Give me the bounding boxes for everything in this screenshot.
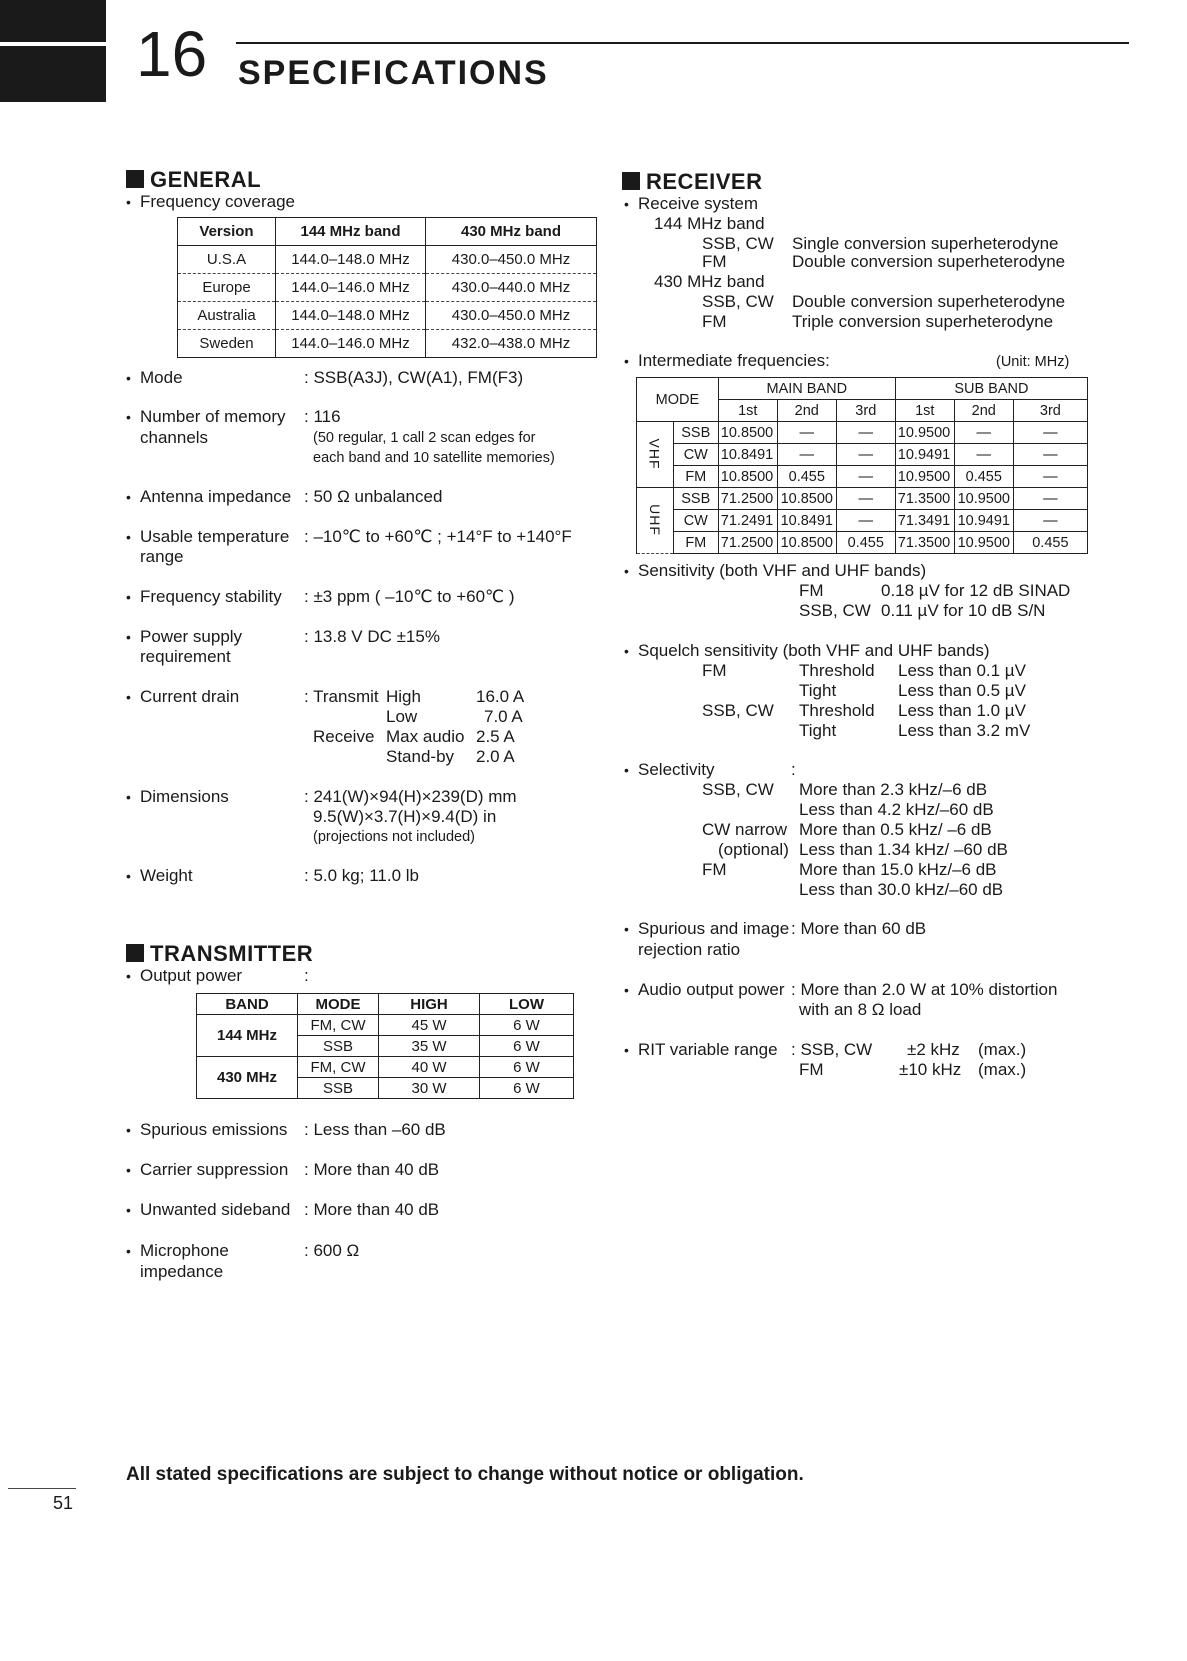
memory-note-cont: each band and 10 satellite memories) (313, 450, 555, 466)
squelch-fm-tight-value: Less than 0.5 µV (898, 681, 1026, 700)
band-144-fm-value: Double conversion superheterodyne (792, 252, 1066, 271)
chapter-number: 16 (136, 18, 208, 90)
table-header: MODE (637, 378, 719, 422)
temperature-label: • Usable temperature (126, 526, 289, 548)
general-heading: GENERAL (126, 167, 261, 193)
spurious-image-value: : More than 60 dB (791, 919, 927, 938)
microphone-label-cont: impedance (140, 1262, 224, 1281)
drain-low: Low (386, 707, 418, 726)
intermediate-frequency-table: MODE MAIN BAND SUB BAND 1st 2nd 3rd 1st 2nd 3rd VHF SSB 10.8500 — — 10.9500 — — CW 10.8491 — — 10.9491 — — FM 10.8500 0.455 — 10.9500 0.455 — UHF SSB 71.2500 10.8500 — 71.3500 10.9500 — CW 71.2491 10.8491 — 71.3491 10.9491 — FM 71.2500 10.8500 0.455 71.3500 10.9500 0.455 (636, 377, 1088, 554)
audio-output-value-cont: with an 8 Ω load (799, 1000, 922, 1019)
chapter-tab-block (0, 0, 106, 102)
footer-note: All stated specifications are subject to change without notice or obligation. (126, 1464, 804, 1485)
audio-output-label: • Audio output power (624, 979, 785, 1001)
band-430-label: 430 MHz band (654, 272, 765, 291)
table-header: HIGH (379, 994, 480, 1015)
band-144-label: 144 MHz band (654, 214, 765, 233)
drain-standby: Stand-by (386, 747, 455, 766)
selectivity-ssb: SSB, CW (702, 780, 774, 799)
microphone-label: • Microphone (126, 1240, 229, 1262)
dimensions-label: • Dimensions (126, 786, 229, 808)
section-square-icon (126, 170, 144, 188)
table-header: BAND (197, 994, 298, 1015)
drain-max-audio-value: 2.5 A (476, 727, 515, 746)
drain-receive: Receive (313, 727, 375, 746)
uhf-row-label: UHF (637, 488, 674, 554)
antenna-label: • Antenna impedance (126, 486, 291, 508)
band-430-ssb: SSB, CW (702, 292, 774, 311)
freq-coverage-label: • Frequency coverage (126, 191, 295, 213)
table-row: FM 71.2500 10.8500 0.455 71.3500 10.9500 0.455 (637, 532, 1088, 554)
memory-label: • Number of memory (126, 406, 285, 428)
squelch-ssb-threshold-value: Less than 1.0 µV (898, 701, 1026, 720)
if-unit: (Unit: MHz) (996, 354, 1070, 370)
table-header: Version (178, 218, 276, 246)
page-number: 51 (53, 1493, 74, 1513)
current-drain-label: • Current drain (126, 686, 239, 708)
rit-ssb-value: ±2 kHz (907, 1040, 960, 1059)
sensitivity-label: • Sensitivity (both VHF and UHF bands) (624, 560, 926, 582)
table-row: VHF SSB 10.8500 — — 10.9500 — — (637, 422, 1088, 444)
table-header: LOW (480, 994, 574, 1015)
squelch-fm-threshold-value: Less than 0.1 µV (898, 661, 1026, 680)
rit-fm: FM (799, 1060, 824, 1079)
selectivity-ssb-2: Less than 4.2 kHz/–60 dB (799, 800, 994, 819)
chapter-rule (236, 42, 1129, 44)
transmitter-heading: TRANSMITTER (126, 941, 313, 967)
stability-label: • Frequency stability (126, 586, 282, 608)
selectivity-cw-narrow: CW narrow (702, 820, 788, 839)
table-row: FM 10.8500 0.455 — 10.9500 0.455 — (637, 466, 1088, 488)
selectivity-fm-1: More than 15.0 kHz/–6 dB (799, 860, 997, 879)
squelch-fm-tight: Tight (799, 681, 837, 700)
drain-transmit: : Transmit (304, 687, 379, 706)
frequency-coverage-table (177, 217, 597, 358)
band-144-ssb: SSB, CW (702, 234, 774, 253)
mode-value: : SSB(A3J), CW(A1), FM(F3) (304, 368, 524, 387)
table-row: Sweden 144.0–146.0 MHz 432.0–438.0 MHz (178, 330, 597, 358)
chapter-title: SPECIFICATIONS (238, 54, 549, 92)
carrier-suppression-value: : More than 40 dB (304, 1160, 440, 1179)
drain-high: High (386, 687, 421, 706)
spurious-emissions-value: : Less than –60 dB (304, 1120, 446, 1139)
selectivity-fm-2: Less than 30.0 kHz/–60 dB (799, 880, 1004, 899)
band-430-fm: FM (702, 312, 727, 331)
dimensions-mm: : 241(W)×94(H)×239(D) mm (304, 787, 517, 806)
table-row: SSB 35 W 6 W (197, 1036, 574, 1057)
selectivity-cw-narrow-1: More than 0.5 kHz/ –6 dB (799, 820, 992, 839)
vhf-row-label: VHF (637, 422, 674, 488)
table-row: CW 71.2491 10.8491 — 71.3491 10.9491 — (637, 510, 1088, 532)
if-label: • Intermediate frequencies: (624, 350, 830, 372)
sensitivity-fm: FM (799, 581, 824, 600)
selectivity-optional: (optional) (718, 840, 789, 859)
squelch-label: • Squelch sensitivity (both VHF and UHF bands) (624, 640, 990, 662)
drain-high-value: 16.0 A (476, 687, 525, 706)
section-square-icon (126, 944, 144, 962)
rit-ssb: : SSB, CW (791, 1040, 873, 1059)
selectivity-colon: : (791, 760, 796, 779)
memory-label-cont: channels (140, 428, 209, 447)
output-power-label: • Output power (126, 965, 242, 987)
section-square-icon (622, 172, 640, 190)
band-144-ssb-value: Single conversion superheterodyne (792, 234, 1059, 253)
output-power-table (196, 993, 574, 1099)
microphone-value: : 600 Ω (304, 1241, 360, 1260)
spurious-image-label-cont: rejection ratio (638, 940, 741, 959)
table-row: U.S.A 144.0–148.0 MHz 430.0–450.0 MHz (178, 246, 597, 274)
table-header: MAIN BAND (718, 378, 895, 400)
audio-output-value: : More than 2.0 W at 10% distortion (791, 980, 1058, 999)
band-144-fm: FM (702, 252, 727, 271)
receive-system-label: • Receive system (624, 193, 758, 215)
rit-ssb-max: (max.) (978, 1040, 1027, 1059)
table-row: CW 10.8491 — — 10.9491 — — (637, 444, 1088, 466)
unwanted-sideband-label: • Unwanted sideband (126, 1199, 290, 1221)
squelch-ssb-tight: Tight (799, 721, 837, 740)
drain-max-audio: Max audio (386, 727, 465, 746)
squelch-fm: FM (702, 661, 727, 680)
table-header: 144 MHz band (276, 218, 426, 246)
page-rule (8, 1488, 76, 1489)
chapter-tab-gap (0, 42, 106, 46)
memory-note: (50 regular, 1 call 2 scan edges for (313, 430, 536, 446)
receiver-heading: RECEIVER (622, 169, 762, 195)
output-power-colon: : (304, 966, 309, 985)
drain-standby-value: 2.0 A (476, 747, 515, 766)
weight-label: • Weight (126, 865, 193, 887)
rit-fm-value: ±10 kHz (899, 1060, 962, 1079)
table-row: 144 MHz FM, CW 45 W 6 W (197, 1015, 574, 1036)
power-supply-label-cont: requirement (140, 647, 231, 666)
sensitivity-fm-value: 0.18 µV for 12 dB SINAD (881, 581, 1071, 600)
temperature-label-cont: range (140, 547, 184, 566)
temperature-value: : –10℃ to +60℃ ; +14°F to +140°F (304, 527, 572, 546)
power-supply-label: • Power supply (126, 626, 242, 648)
antenna-value: : 50 Ω unbalanced (304, 487, 443, 506)
table-row: 430 MHz FM, CW 40 W 6 W (197, 1057, 574, 1078)
stability-value: : ±3 ppm ( –10℃ to +60℃ ) (304, 587, 515, 606)
mode-label: • Mode (126, 367, 183, 389)
rit-label: • RIT variable range (624, 1039, 778, 1061)
power-supply-value: : 13.8 V DC ±15% (304, 627, 440, 646)
table-header: 430 MHz band (426, 218, 597, 246)
squelch-ssb-tight-value: Less than 3.2 mV (898, 721, 1031, 740)
rit-fm-max: (max.) (978, 1060, 1027, 1079)
spurious-image-label: • Spurious and image (624, 918, 789, 940)
table-row: UHF SSB 71.2500 10.8500 — 71.3500 10.9500 — (637, 488, 1088, 510)
weight-value: : 5.0 kg; 11.0 lb (304, 866, 419, 885)
squelch-ssb: SSB, CW (702, 701, 774, 720)
squelch-ssb-threshold: Threshold (799, 701, 875, 720)
table-row: Europe 144.0–146.0 MHz 430.0–440.0 MHz (178, 274, 597, 302)
spurious-emissions-label: • Spurious emissions (126, 1119, 287, 1141)
unwanted-sideband-value: : More than 40 dB (304, 1200, 440, 1219)
memory-value: : 116 (304, 407, 341, 426)
selectivity-cw-narrow-2: Less than 1.34 kHz/ –60 dB (799, 840, 1008, 859)
dimensions-note: (projections not included) (313, 829, 476, 845)
band-430-ssb-value: Double conversion superheterodyne (792, 292, 1066, 311)
squelch-fm-threshold: Threshold (799, 661, 875, 680)
carrier-suppression-label: • Carrier suppression (126, 1159, 288, 1181)
selectivity-ssb-1: More than 2.3 kHz/–6 dB (799, 780, 988, 799)
table-row: Australia 144.0–148.0 MHz 430.0–450.0 MHz (178, 302, 597, 330)
table-header: MODE (298, 994, 379, 1015)
sensitivity-ssb: SSB, CW (799, 601, 871, 620)
sensitivity-ssb-value: 0.11 µV for 10 dB S/N (881, 601, 1046, 620)
selectivity-fm: FM (702, 860, 727, 879)
table-header: SUB BAND (895, 378, 1087, 400)
dimensions-in: 9.5(W)×3.7(H)×9.4(D) in (313, 807, 497, 826)
drain-low-value: 7.0 A (484, 707, 523, 726)
band-430-fm-value: Triple conversion superheterodyne (792, 312, 1054, 331)
selectivity-label: • Selectivity (624, 759, 715, 781)
table-row: SSB 30 W 6 W (197, 1078, 574, 1099)
